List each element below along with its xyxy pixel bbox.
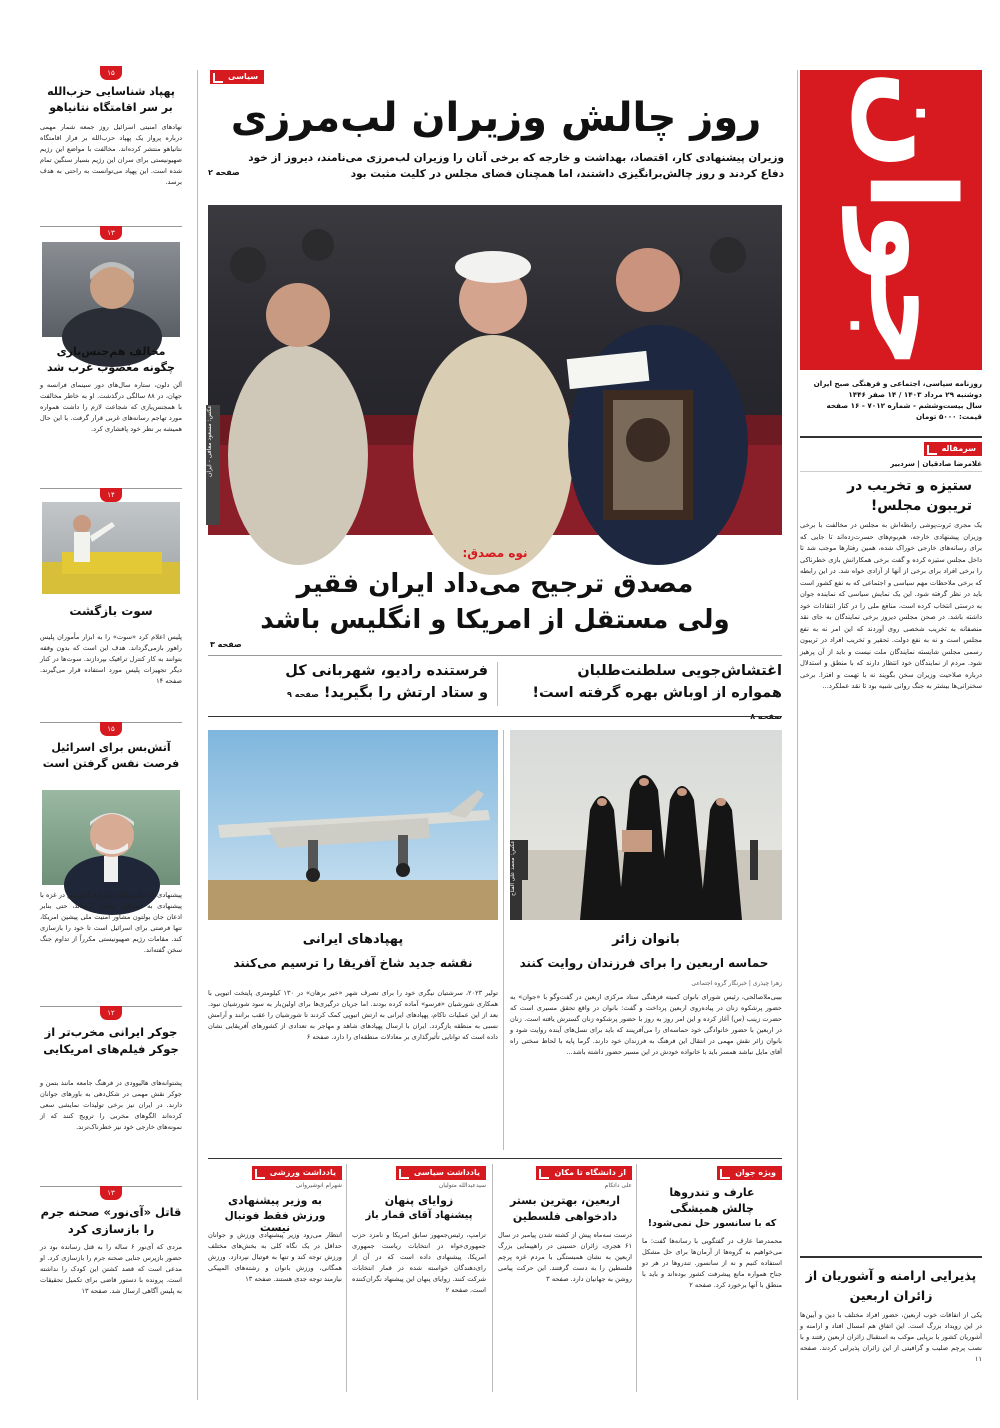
bottom-col-3: یادداشت سیاسی سیدعبدالله متولیان زوایای پنهان پیشنهاد آقای قمار باز ترامپ، رئیس‌جمهور سابق امریکا و نامزد حزب جمهوری‌خواه در انتخابات ریاست جمهوری امریکا، پیشنهادی داده است که در آن از رای‌دهندگان خواسته شده در قمار انتخابات شرکت کنند. زوایای پنهان این پیشنهاد نگران‌کننده است. صفحه ۲ [352, 1168, 486, 1294]
masthead [800, 70, 982, 370]
bolton-photo [42, 790, 180, 885]
left-item-3-title: آتش‌بس برای اسرائیل فرصت نفس گرفتن است [42, 741, 180, 770]
mossadegh-kicker: نوه مصدق: [462, 546, 528, 560]
women-text: بیبی‌ملاصالحی، رئیس شورای بانوان کمیته فرهنگی ستاد مرکزی اربعین در گفت‌وگو با «جوان» به حضور پرشکوه زنان در پیاده‌روی اربعین پرداخت و گفت: بانوان در واقع تحقق مسیری است که حضرت زینب (س) آغاز کرده و این امر روز به روز با حضور پرشکوه زنان گسترش یافته است. زنان در اربعین با حضور خانوادگی خود حماسه‌ای را می‌آفرینند که باید برای نسل‌های آینده روایت شود و بانوان زائر نقش مهمی در انتقال این فرهنگ به فرزندان خود دارند. گرما پایه با لحاظ سختی راه آقای مایل نباشد همسر باید با خانواده خودش در این مسیر حضور داشته باشد... [510, 993, 782, 1056]
left-column: ۱۵ پهپاد شناسایی حزب‌الله بر سر اقامتگاه نتانیاهو نهادهای امنیتی اسرائیل روز جمعه شمار مهمی درباره پرواز یک پهپاد حزب‌الله بر فراز اقامتگاه نتانیاهو منتشر کرده‌اند. مخالفت با مواضع این رژیم صهیونیستی برای سران این رژیم بسیار سنگین تمام شده است. این پهپاد می‌توانست به راحتی به هدف برسد. ۱۳ مخالف هم‌جنس‌بازی چگونه مغضوب غرب شد آلن دلون، ستاره سال‌های دور سینمای فرانسه و جهان، در ۸۸ سالگی درگذشت. او به خاطر مخالفت با همجنس‌بازی که شجاعت لازم را داشت همواره مورد تهاجم رسانه‌های غربی قرار گرفت. با این حال همیشه بر نظر خود پافشاری کرد. ۱۴ سوت بازگشت پلیس اعلام کرد «سوت» را به ابزار مأموران پلیس راهور بازمی‌گرداند. هدف این است که بدون وقفه بتوانند به کار کنترل ترافیک بپردازند. سوت‌ها در کنار دیگر تجهیزات پلیس مورد استفاده قرار می‌گیرند. صفحه ۱۴ ۱۵ آتش‌بس برای اسرائیل فرصت نفس گرفتن است پیشنهادی که میانجی‌های برقراری آتش‌بس در غزه با پیشنهادی به اسرائیل مطرح کرده‌اند، حتی بنابر اذعان جان بولتون مشاور امنیت ملی پیشین امریکا، تنها فرصتی برای اسرائیل است تا خود را بازسازی کند. مقامات رژیم صهیونیستی مکرراً از تداوم جنگ سخن گفته‌اند. ۱۲ جوکر ایرانی مخرب‌تر از جوکر فیلم‌های امریکایی پشتوانه‌های هالیوودی در فرهنگ جامعه مانند بتمن و جوکر نقش مهمی در شکل‌دهی به باورهای جوانان دارند. در ایران نیز برخی تولیدات نمایشی سعی کرده‌اند الگوهای مخربی را ترویج کنند که از نمونه‌های خارجی خود نیز خطرناک‌ترند. ۱۳ قاتل «آی‌نور» صحنه جرم را بازسازی کرد مردی که آی‌نور ۶ ساله را به قتل رسانده بود در حضور بازپرس جنایی صحنه جرم را بازسازی کرد. او مدعی است که قصد کشتن این کودک را نداشته است. پرونده با دستور قاضی برای تکمیل تحقیقات به پلیس آگاهی ارسال شد. صفحه ۱۳ [40, 66, 182, 1396]
drones-subtitle: نقشه جدید شاخ آفریقا را ترسیم می‌کنند [233, 956, 473, 970]
main-lead: وزیران پیشنهادی کار، اقتصاد، بهداشت و خارجه که برخی آنان را وزیران لب‌مرزی می‌نامند، دیروز از خود دفاع کردند و روز چالش‌برانگیزی داشتند، اما همچنان فضای مجلس در کلیت مثبت بود [248, 152, 784, 180]
editorial-title: ستیزه و تخریب در تریبون مجلس! [847, 478, 972, 514]
editorial [800, 436, 982, 1394]
monarchist-headline: اغتشاش‌جویی سلطنت‌طلبان همواره از اوباش بهره گرفته است! [532, 663, 782, 701]
left-item-4-title: جوکر ایرانی مخرب‌تر از جوکر فیلم‌های امریکایی [43, 1025, 179, 1056]
editorial-text: یک مجری ثروت‌پوشی رابطه‌اش به مجلس در مخالفت با برخی وزیران پیشنهادی خارجه، هم‌بوم‌های حسرت‌زده‌اند تا جایی که برای رسانه‌های خارجی خوراک شده، همین رفتارها موجب شد تا داخل مجلس ستیزه کرده و گفت برخی همکارانش بازی خطرناکی را برخی افراد برای برخی از آنها از آزادی خواه شد. در این رابطه که برخی ملاحظات مهم سیاسی و اجتماعی که به نفع کشور است باید در نظر گرفته شود. این یک نمایش سیاسی که نماینده جوان به درستی انتخاب کرده است، منافع ملی را در کنار انتقادات خود داشته باشد. در صحن مجلس دیروز برخی نمایندگان به جای نقد منصفانه به تخریب شخصی روی آوردند که این امر نه به نفع مجلس است و نه به نفع دولت. تحقیر و تخریب افراد در تریبون رسمی مجلس شایسته نمایندگان ملت نیست و باید از آن پرهیز شود. مردم از نمایندگان خود انتظار دارند که با منطق و استدلال درباره صلاحیت وزیران سخن بگویند نه با تهمت و افترا. برخی سخنرانی‌ها بیشتر به جنگ روانی شبیه بود تا نقد عملکرد... [800, 521, 982, 690]
photo-scene [208, 205, 782, 535]
women-photo [510, 730, 782, 920]
radio-headline: فرستنده رادیو، شهربانی کل و ستاد ارتش را بگیرید! صفحه ۹ [285, 663, 488, 701]
main-page: صفحه ۲ [208, 168, 240, 177]
armenian-title: پذیرایی ارامنه و آشوریان از زائران اربعین [805, 1268, 977, 1303]
main-tag: سیاسی [210, 70, 264, 84]
police-photo [42, 502, 180, 594]
left-item-0-title: پهپاد شناسایی حزب‌الله بر سر اقامتگاه نتانیاهو [47, 85, 175, 114]
drone-scene [208, 730, 498, 920]
mossadegh-headline-2: ولی مستقل از امریکا و انگلیس باشد [260, 605, 730, 635]
drone-photo [208, 730, 498, 920]
left-item-2-title: سوت بازگشت [69, 604, 153, 618]
drones-text: تولیر ۲۰۲۳، سرشتیان نیگری خود را برای تصرف شهر «خیر برهان» در ۱۳۰ کیلومتری پایتخت اتیوپی با همکاری شورشیان «فرسو» آماده کرده بودند. اما جریان درگیری‌ها برای اولین‌بار به سود شورشیان نبود. بعد از این عملیات ناکام، پهپادهای ایرانی به ارتش اتیوپی کمک کردند تا شورشیان را عقب برانند و آرامش نسبی به منطقه بازگردد. ایران با ارسال پهپادهای شاهد و مهاجر به تعدادی از کشورهای آفریقایی نشان داده است که توانایی تأثیرگذاری بر معادلات منطقه‌ای را دارد. صفحه ۶ [208, 989, 498, 1041]
mossadegh-headline-1: مصدق ترجیح می‌داد ایران فقیر [296, 569, 694, 599]
women-byline: زهرا چیذری | خبرنگار گروه اجتماعی [691, 980, 782, 987]
armenian-text: یکی از اتفاقات خوب اربعین، حضور افراد مختلف با دین و آیین‌ها در این رویداد بزرگ است. این اتفاق هم امسال افتاد و ارامنه و آشوریان کشور با برپایی موکب به استقبال زائران اربعین رفتند و با نصب پرچم صلیب و گرافیتی از این زائران پذیرایی کردند. صفحه ۱۱ [800, 1311, 982, 1363]
bottom-col-1: ویژه جوان عارف و تندروها چالش همیشگی که با سانسور حل نمی‌شود! محمدرضا عارف در گفتگویی با رسانه‌ها گفت: ما می‌خواهیم به گروه‌ها از آرمان‌ها برای حل مشکل استفاده کنیم و نه از سانسور. تندروها در هر دو جناح همواره مانع پیشرفت کشور بوده‌اند و باید با منطق با آنها برخورد کرد. صفحه ۲ [642, 1168, 782, 1289]
women-title: بانوان زائر [612, 932, 680, 947]
bottom-col-2: از دانشگاه تا مکان علی داتکام اربعین، بهترین بستر دادخواهی فلسطین درست سه‌ماه پیش از کشته شدن پیامبر در سال ۶۱ هجری، زائران حسینی در راهپیمایی بزرگ اربعین به نشان همبستگی با مردم غزه پرچم فلسطین را به دست گرفتند. این حرکت پیامی روشن به جهانیان دارد. صفحه ۳ [498, 1168, 632, 1283]
main-photo [208, 205, 782, 535]
main-headline: روز چالش وزیران لب‌مرزی [230, 95, 762, 141]
editorial-author: غلامرضا صادقیان | سردبیر [800, 460, 982, 472]
drones-title: پهپادهای ایرانی [302, 932, 404, 947]
main-photo-credit: عکس: مسعود معافی - ایران [206, 405, 220, 525]
women-subtitle: حماسه اربعین را برای فرزندان روایت کنند [519, 956, 769, 970]
bottom-col-4: یادداشت ورزشی شهرام انوشیروانی به وزیر پیشنهادی ورزش فقط فوتبال نیست انتظار می‌رود وزیر پیشنهادی ورزش و جوانان حداقل در یک نگاه کلی به بخش‌های مختلف ورزش توجه کند و تنها به فوتبال نپردازد. ورزش همگانی، ورزش بانوان و رشته‌های المپیکی نیازمند توجه جدی هستند. صفحه ۱۳ [208, 1168, 342, 1283]
masthead-info: روزنامه سیاسی، اجتماعی و فرهنگی صبح ایران دوشنبه ۲۹ مرداد ۱۴۰۳ / ۱۴ صفر ۱۴۴۶ سال بیست‌وششم - شماره ۷۰۱۲ - ۱۶ صفحه قیمت: ۵۰۰۰ تومان [813, 379, 982, 421]
women-photo-credit: عکس: محمد علی الفتاح [510, 840, 522, 920]
delon-photo [42, 242, 180, 337]
left-item-1-title: مخالف هم‌جنس‌بازی چگونه مغضوب غرب شد [47, 345, 175, 374]
editorial-tag: سرمقاله [924, 442, 982, 456]
mossadegh-page: صفحه ۳ [210, 640, 242, 649]
women-scene [510, 730, 782, 920]
logo: جوان [800, 70, 982, 370]
left-item-5-title: قاتل «آی‌نور» صحنه جرم را بازسازی کرد [40, 1205, 182, 1236]
